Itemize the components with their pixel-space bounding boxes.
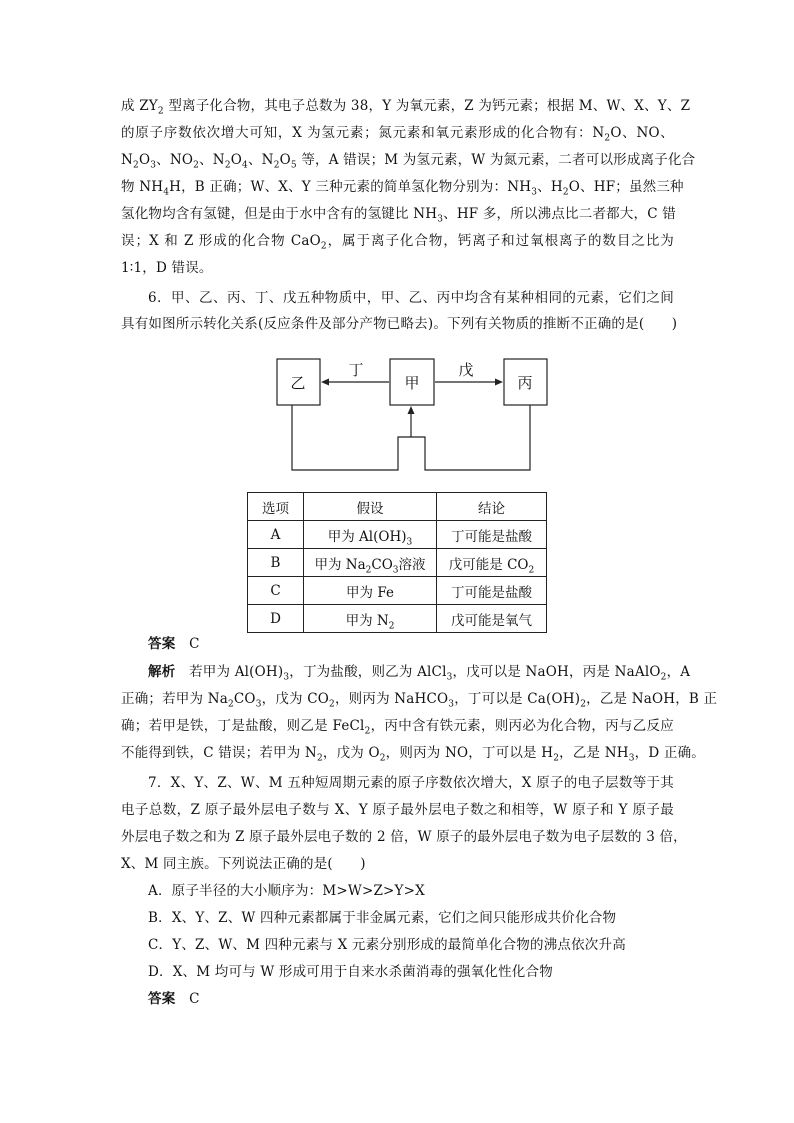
row-option: C [248,577,304,605]
row-option: D [248,605,304,633]
q6-answer: 答案 C [148,636,200,652]
row-option: A [248,521,304,549]
q7-stem-line-3: 外层电子数之和为 Z 原子最外层电子数的 2 倍，W 原子的最外层电子数为电子层数的 3 倍， [121,829,687,845]
table-header-row [248,493,547,521]
row-assumption: 甲为 $N_2$ [304,605,437,633]
options-table [247,492,547,633]
q6-analysis-line-1: 解析 若甲为 $Al(OH)_3$，丁为盐酸，则乙为 AlCl$_3$，戊可以是 NaOH，丙是 NaAlO$_2$，A [148,664,691,683]
row-conclusion: 丁可能是盐酸 [437,521,547,549]
prev-explanation-line-4: 物 $NH_4H$，B 正确；W、X、Y 三种元素的简单氢化物分别为：$NH_3$、$H_2O$、HF；虽然三种 [121,179,684,198]
arrowhead-left [321,379,329,386]
box-right-label: 丙 [517,374,533,392]
prev-explanation-line-7: 1∶1，D 错误。 [121,260,213,276]
header-assumption: 假设 [304,493,437,521]
box-left-label: 乙 [290,374,306,392]
q7-stem-line-4: X、M 同主族。下列说法正确的是( ) [121,856,366,872]
q7-option-c: C．Y、Z、W、M 四种元素与 X 元素分别形成的最简单化合物的沸点依次升高 [148,937,626,953]
row-assumption: 甲为 $Al(OH)_3$ [304,521,437,549]
table-row [248,577,547,605]
q6-analysis-line-2: 正确；若甲为 $Na_2CO_3$，戊为 $CO_2$，则丙为 NaHCO$_3$，丁可以是 $Ca(OH)_2$，乙是 NaOH，B 正 [121,691,718,710]
row-conclusion: 戊可能是氧气 [437,605,547,633]
table-row [248,605,547,633]
arrow-right-label: 戊 [458,361,474,379]
arrowhead-up [408,406,415,414]
row-conclusion: 丁可能是盐酸 [437,577,547,605]
row-conclusion: 戊可能是 $CO_2$ [437,549,547,577]
q7-option-d: D．X、M 均可与 W 形成可用于自来水杀菌消毒的强氧化性化合物 [148,964,553,980]
arrowhead-right [495,379,503,386]
q6-stem-line-2: 具有如图所示转化关系(反应条件及部分产物已略去)。下列有关物质的推断不正确的是( ) [121,316,678,332]
prev-explanation-line-2: 的原子序数依次增大可知，X 为氢元素；氮元素和氧元素形成的化合物有：$N_2O$、NO、 [121,125,674,144]
q6-analysis-line-4: 不能得到铁，C 错误；若甲为 $N_2$，戊为 $O_2$，则丙为 NO，丁可以是 $H_2$，乙是 $NH_3$，D 正确。 [121,745,705,764]
header-conclusion: 结论 [437,493,547,521]
q7-stem-line-1: 7．X、Y、Z、W、M 五种短周期元素的原子序数依次增大，X 原子的电子层数等于其 [148,775,674,791]
prev-explanation-line-6: 误；X 和 Z 形成的化合物 CaO$_2$，属于离子化合物，钙离子和过氧根离子的数目之比为 [121,233,674,252]
q7-answer: 答案 C [148,991,200,1007]
q6-stem-line-1: 6．甲、乙、丙、丁、戊五种物质中，甲、乙、丙中均含有某种相同的元素，它们之间 [148,290,674,306]
row-assumption: 甲为 Fe [304,577,437,605]
table-row [248,549,547,577]
table-row [248,521,547,549]
prev-explanation-line-5: 氢化物均含有氢键，但是由于水中含有的氢键比 $NH_3$、HF 多，所以沸点比二者都大，C 错 [121,206,676,225]
q7-option-a: A．原子半径的大小顺序为：M>W>Z>Y>X [148,883,425,899]
box-center-label: 甲 [404,374,420,392]
arrow-left-label: 丁 [348,361,364,379]
q7-option-b: B．X、Y、Z、W 四种元素都属于非金属元素，它们之间只能形成共价化合物 [148,910,617,926]
q6-analysis-line-3: 确；若甲是铁，丁是盐酸，则乙是 FeCl$_2$，丙中含有铁元素，则丙必为化合物，丙与乙反应 [121,718,674,737]
header-option: 选项 [248,493,304,521]
row-assumption: 甲为 $Na_2CO_3$溶液 [304,549,437,577]
prev-explanation-line-3: $N_2O_3$、$NO_2$、$N_2O_4$、$N_2O_5$ 等，A 错误；M 为氢元素，W 为氮元素，二者可以形成离子化合 [121,152,696,171]
row-option: B [248,549,304,577]
prev-explanation-line-1: 成 $ZY_2$ 型离子化合物，其电子总数为 38，Y 为氧元素，Z 为钙元素；根据 M、W、X、Y、Z [121,98,691,117]
q7-stem-line-2: 电子总数，Z 原子最外层电子数与 X、Y 原子最外层电子数之和相等，W 原子和 Y 原子最 [121,802,674,818]
